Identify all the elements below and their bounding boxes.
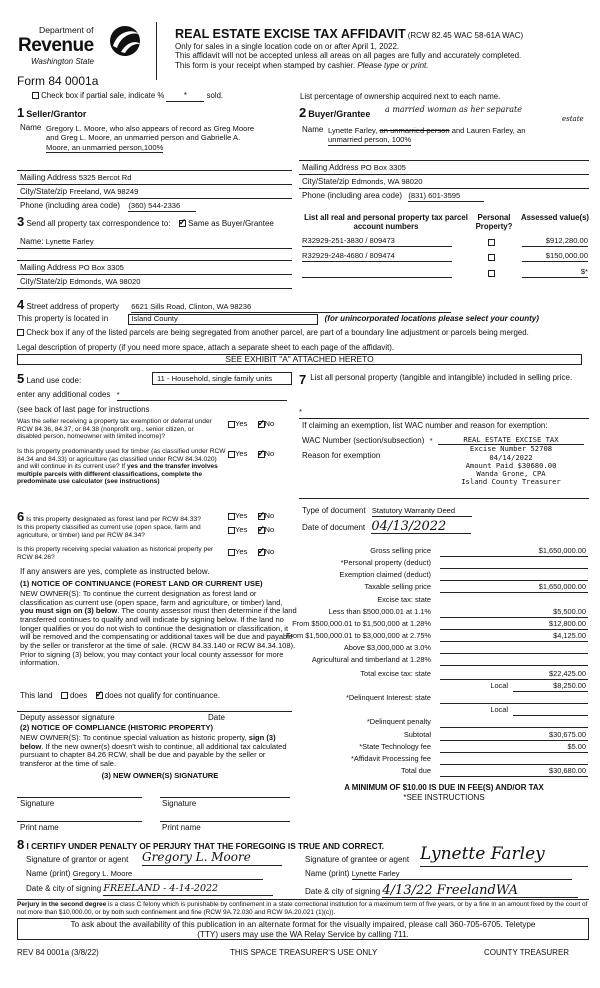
- forest-yes-no: Yes ✓ No: [228, 512, 274, 521]
- grantor-date-city-row: Date & city of signing FREELAND - 4-14-2022: [26, 884, 273, 896]
- buyer-phone-row: Phone (including area code) (831) 601-3595: [302, 192, 484, 202]
- personal-property-checkbox-1[interactable]: [488, 239, 495, 246]
- continuance-row: This land does ✓ does not qualify for continuance.: [20, 692, 220, 701]
- parcel-number-1[interactable]: R32929-251-3830 / 809473: [302, 237, 452, 247]
- treasurer-stamp: REAL ESTATE EXCISE TAX Excise Number 52708 04/14/2022 Amount Paid $30680.00 Wanda Grone, CPA Island County Treasurer: [438, 436, 584, 487]
- form-title-ref: (RCW 82.45 WAC 58-61A WAC): [407, 31, 524, 40]
- assessed-value-header: Assessed value(s): [520, 213, 590, 222]
- segregate-checkbox[interactable]: [17, 329, 24, 336]
- local-interest-field[interactable]: [513, 706, 588, 716]
- header-line-2: This affidavit will not be accepted unless all areas on all pages are fully and accurately completed.: [175, 51, 522, 61]
- county-row: This property is located in Island County (for unincorporated locations please select your county): [17, 314, 539, 323]
- personal-deduct-row: *Personal property (deduct): [293, 559, 593, 570]
- tier2-row: From $500,000.01 to $1,500,000 at 1.28% $12,800.00: [292, 619, 586, 628]
- seller-heading: 1 Seller/Grantor: [17, 105, 87, 120]
- tech-fee-field[interactable]: $5.00: [440, 743, 588, 753]
- seller-phone-row: Phone (including area code) (360) 544-2336: [20, 202, 196, 212]
- seller-city-field[interactable]: Freeland, WA 98249: [69, 187, 139, 196]
- exemption-deduct-row: Exemption claimed (deduct): [293, 571, 593, 582]
- tier4-field[interactable]: [440, 644, 588, 654]
- buyer-name-label: Name: [302, 125, 324, 134]
- personal-deduct-field[interactable]: [440, 559, 588, 569]
- buyer-mailing-row: Mailing Address PO Box 3305: [302, 163, 406, 172]
- ag-row: Agricultural and timberland at 1.28%: [293, 656, 593, 667]
- buyer-heading: 2 Buyer/Grantee: [299, 105, 371, 120]
- exemption-question: Was the seller receiving a property tax exemption or deferral under RCW 84.36, 84.37, or 84.38 (nonprofit org., senior citizen, or disabled person, homeowner with limited income)?: [17, 418, 212, 441]
- current-use-yes-no: Yes ✓ No: [228, 526, 274, 535]
- street-address-field[interactable]: 6621 Sills Road, Clinton, WA 98236: [131, 303, 451, 313]
- street-row: 4 Street address of property 6621 Sills Road, Clinton, WA 98236: [17, 298, 451, 313]
- seller-mailing-field[interactable]: 5325 Bercot Rd: [78, 173, 132, 182]
- delinquent-penalty-row: *Delinquent penalty: [293, 718, 593, 729]
- doc-date-field[interactable]: 04/13/2022: [371, 520, 471, 534]
- forest-yes-checkbox[interactable]: [228, 513, 235, 520]
- grantee-signature-row: Signature of grantee or agent: [305, 855, 410, 864]
- doc-date-row: Date of document 04/13/2022: [302, 520, 471, 534]
- local-excise-field[interactable]: $8,250.00: [513, 682, 588, 692]
- owner-signature-label-1: Signature: [20, 799, 55, 808]
- availability-notice: To ask about the availability of this publication in an alternate format for the visually impaired, please call 360-705-6705. Teletype (TTY) users may use the WA Relay Service by calling 711.: [17, 918, 589, 940]
- correspondence-name-row: Name: Lynette Farley: [20, 237, 94, 246]
- historic-yes-no: Yes ✓ No: [228, 548, 274, 557]
- seller-name-field[interactable]: Gregory L. Moore, who also appears of record as Greg Moore and Greg L. Moore, an unmarried person and Gabrielle A. Moore, an unmarried person,100%: [46, 124, 255, 152]
- timber-yes-checkbox[interactable]: [228, 451, 235, 458]
- additional-codes-row: enter any additional codes *: [17, 391, 287, 401]
- personal-property-list-field[interactable]: *: [299, 407, 302, 416]
- tier3-row: From $1,500,000.01 to $3,000,000 at 2.75% $4,125.00: [285, 631, 586, 640]
- personal-property-checkbox-3[interactable]: [488, 270, 495, 277]
- dor-logo: [17, 24, 157, 74]
- total-due-row: Total due $30,680.00: [401, 766, 586, 775]
- total-excise-row: Total excise tax: state $22,425.00: [360, 669, 586, 678]
- personal-property-checkbox-2[interactable]: [488, 254, 495, 261]
- affidavit-fee-row: *Affidavit Processing fee: [293, 755, 593, 766]
- taxable-selling-field[interactable]: $1,650,000.00: [440, 583, 588, 593]
- forest-question: 6 Is this property designated as forest land per RCW 84.33?: [17, 509, 202, 524]
- delinquent-penalty-field[interactable]: [440, 718, 588, 728]
- gross-selling-field[interactable]: $1,650,000.00: [440, 547, 588, 557]
- owner-print-label-1: Print name: [20, 823, 59, 832]
- correspondence-mailing-field[interactable]: PO Box 3305: [78, 263, 124, 272]
- buyer-handwritten-insert-2: estate: [562, 115, 584, 123]
- partial-sale-percent[interactable]: *: [166, 92, 204, 102]
- tier2-field[interactable]: $12,800.00: [440, 620, 588, 630]
- total-due-field[interactable]: $30,680.00: [440, 767, 588, 777]
- if-yes-note: If any answers are yes, complete as instructed below.: [20, 567, 210, 576]
- tier3-field[interactable]: $4,125.00: [440, 632, 588, 642]
- dor-swoosh-icon: [103, 24, 149, 58]
- current-use-yes-checkbox[interactable]: [228, 527, 235, 534]
- seller-mailing-row: Mailing Address 5325 Bercot Rd: [20, 173, 132, 182]
- new-owner-signature-title: (3) NEW OWNER(S) SIGNATURE: [101, 771, 219, 780]
- notice-continuance-title: (1) NOTICE OF CONTINUANCE (FOREST LAND OR CURRENT USE): [20, 579, 263, 588]
- form-revision: REV 84 0001a (3/8/22): [17, 948, 99, 957]
- see-back-note: (see back of last page for instructions: [17, 405, 150, 414]
- seller-name-label: Name: [20, 123, 42, 132]
- buyer-handwritten-insert: a married woman as her separate: [385, 105, 522, 114]
- parcel-number-2[interactable]: R32929-248-4680 / 809474: [302, 252, 452, 262]
- deputy-signature-label: Deputy assessor signature: [20, 713, 115, 722]
- owner-signature-label-2: Signature: [162, 799, 197, 808]
- delinquent-interest-field[interactable]: [440, 694, 588, 704]
- exemption-yes-no: Yes ✓ No: [228, 420, 274, 429]
- header-line-3: This form is your receipt when stamped by cashier. Please type or print.: [175, 60, 429, 70]
- personal-property-header: Personal Property?: [475, 213, 513, 231]
- delinquent-interest-row: *Delinquent Interest: state: [293, 694, 593, 705]
- assessed-value-3[interactable]: $*: [522, 268, 588, 278]
- header-instructions: [175, 42, 521, 70]
- seller-phone-field[interactable]: (360) 544-2336: [128, 202, 196, 212]
- struck-text: an unmarried person: [379, 126, 450, 135]
- parcel-number-3[interactable]: [302, 268, 452, 278]
- assessed-value-1[interactable]: $912,280.00: [522, 237, 588, 247]
- buyer-city-field[interactable]: Edmonds, WA 98020: [351, 177, 423, 186]
- header-divider: [156, 22, 157, 80]
- timber-no-checkbox[interactable]: [258, 451, 265, 458]
- header-line-1: Only for sales in a single location code on or after April 1, 2022.: [175, 42, 400, 51]
- logo-main-text: Revenue: [18, 35, 94, 56]
- legal-description-label: Legal description of property (if you need more space, attach a separate sheet to each page of the affidavit).: [17, 343, 395, 352]
- legal-description-field[interactable]: SEE EXHIBIT "A" ATTACHED HERETO: [17, 354, 582, 365]
- current-use-no-checkbox[interactable]: [258, 527, 265, 534]
- tier4-row: Above $3,000,000 at 3.0%: [293, 644, 593, 655]
- buyer-name-field[interactable]: Lynette Farley, an unmarried person and Lauren Farley, an unmarried person, 100%: [328, 126, 526, 145]
- forest-no-checkbox[interactable]: [258, 513, 265, 520]
- notice-continuance-text: NEW OWNER(S): To continue the current designation as forest land or classification as current use (open space, farm and agriculture, or timber) land, you must sign on (3) below. The county assessor must then determine if the land transferred continues to qualify and will indicate by signing below. If the land no longer qualifies or you do not wish to continue the designation or classification, it will be removed and the compensating or additional taxes will be due and payable by the seller or transferor at the time of sale. (RCW 84.33.140 or RCW 84.34.108). Prior to signing (3) below, you may contact your local county assessor for more information.: [20, 589, 297, 668]
- does-not-qualify-checkbox[interactable]: [96, 692, 103, 699]
- notice-compliance-title: (2) NOTICE OF COMPLIANCE (HISTORIC PROPERTY): [20, 723, 214, 732]
- correspondence-heading: 3 Send all property tax correspondence to: ✓ Same as Buyer/Grantee: [17, 215, 274, 230]
- logo-sub-text: Washington State: [31, 57, 95, 66]
- deputy-date-label: Date: [208, 713, 225, 722]
- grantee-date-city-row: Date & city of signing 4/13/22 FreelandWA: [305, 884, 578, 898]
- grantee-name-row: Name (print) Lynette Farley: [305, 870, 572, 880]
- ownership-note: List percentage of ownership acquired next to each name.: [300, 92, 501, 101]
- wac-number-field[interactable]: *: [429, 436, 433, 445]
- land-use-row: 5 Land use code:: [17, 371, 82, 386]
- buyer-mailing-field[interactable]: PO Box 3305: [360, 163, 406, 172]
- minimum-note: A MINIMUM OF $10.00 IS DUE IN FEE(S) AND/OR TAX: [344, 783, 544, 792]
- grantee-signature-field[interactable]: Lynette Farley: [420, 845, 588, 867]
- partial-sale-row: Check box if partial sale, indicate % * sold.: [32, 92, 223, 102]
- partial-sale-checkbox[interactable]: [32, 92, 39, 99]
- perjury-notice: Perjury in the second degree is a class C felony which is punishable by confinement in a state correctional institution for a maximum term of five years, or by a fine in an amount fixed by the court of not more than $10,000.00, or by both such confinement and fine (RCW 9A.72.030 and RCW 9A.20.021 (1)(c)).: [17, 901, 588, 916]
- see-instructions-note: *SEE INSTRUCTIONS: [403, 793, 485, 802]
- tier1-row: Less than $500,000.01 at 1.1% $5,500.00: [328, 607, 586, 616]
- buyer-phone-field[interactable]: (831) 601-3595: [408, 192, 484, 202]
- local2-row: Local: [293, 706, 593, 717]
- total-excise-field[interactable]: $22,425.00: [440, 670, 588, 680]
- exemption-claim-label: If claiming an exemption, list WAC number and reason for exemption:: [302, 421, 548, 430]
- exemption-yes-checkbox[interactable]: [228, 421, 235, 428]
- treasurer-use-only: THIS SPACE TREASURER'S USE ONLY: [230, 948, 378, 957]
- wac-number-row: WAC Number (section/subsection) *: [302, 436, 433, 445]
- current-use-question: Is this property classified as current use (open space, farm and agriculture, or timber) land per RCW 84.34?: [17, 524, 201, 539]
- exemption-reason-label: Reason for exemption: [302, 451, 381, 460]
- affidavit-fee-field[interactable]: [440, 755, 588, 765]
- taxable-row: Taxable selling price $1,650,000.00: [364, 582, 586, 591]
- county-select[interactable]: Island County: [128, 314, 318, 325]
- grantor-signature-row: Signature of grantor or agent: [26, 855, 129, 864]
- historic-no-checkbox[interactable]: [258, 549, 265, 556]
- grantee-name-field[interactable]: Lynette Farley: [352, 870, 572, 880]
- local-row: Local $8,250.00: [490, 681, 586, 690]
- segregate-row: Check box if any of the listed parcels are being segregated from another parcel, are part of a boundary line adjustment or parcels being merged.: [17, 329, 529, 338]
- grantor-name-field[interactable]: Gregory L. Moore: [73, 870, 263, 880]
- certify-heading: 8 I CERTIFY UNDER PENALTY OF PERJURY THAT THE FOREGOING IS TRUE AND CORRECT.: [17, 837, 385, 852]
- subtotal-field[interactable]: $30,675.00: [440, 731, 588, 741]
- correspondence-city-field[interactable]: Edmonds, WA 98020: [69, 277, 141, 286]
- does-qualify-checkbox[interactable]: [61, 692, 68, 699]
- ag-field[interactable]: [440, 656, 588, 666]
- personal-property-list-label: 7 List all personal property (tangible and intangible) included in selling price.: [299, 372, 573, 387]
- grantor-signature-field[interactable]: Gregory L. Moore: [142, 851, 282, 866]
- county-treasurer-label: COUNTY TREASURER: [484, 948, 570, 957]
- owner-print-label-2: Print name: [162, 823, 201, 832]
- form-title-block: [175, 27, 523, 41]
- exemption-deduct-field[interactable]: [440, 571, 588, 581]
- tier1-field[interactable]: $5,500.00: [440, 608, 588, 618]
- additional-codes-field[interactable]: *: [117, 391, 287, 401]
- form-title: REAL ESTATE EXCISE TAX AFFIDAVIT: [175, 27, 406, 41]
- historic-question: Is this property receiving special valuation as historical property per RCW 84.26?: [17, 546, 214, 561]
- tech-fee-row: *State Technology fee $5.00: [359, 742, 586, 751]
- correspondence-name-field[interactable]: Lynette Farley: [45, 237, 94, 246]
- correspondence-city-row: City/State/zip Edmonds, WA 98020: [20, 277, 141, 286]
- notice-compliance-text: NEW OWNER(S): To continue special valuation as historic property, sign (3) below. If the new owner(s) doesn't wish to continue, all additional tax calculated pursuant to chapter 84.26 RCW, shall be due and payable by the seller or transferor at the time of sale.: [20, 733, 287, 769]
- parcel-list-header: List all real and personal property tax parcel account numbers: [304, 213, 468, 231]
- grantee-date-city-field[interactable]: 4/13/22 FreelandWA: [382, 884, 578, 898]
- grantor-date-city-field[interactable]: FREELAND - 4-14-2022: [103, 884, 273, 896]
- doc-type-row: Type of document Statutory Warranty Deed: [302, 507, 472, 517]
- timber-question: Is this property predominantly used for timber (as classified under RCW 84.34 and 84.33) or agriculture (as classified under RCW 84.34.020) and will continue in its current use? If yes and the transfer involves multiple parcels with different classifications, complete the predominate use calculator (see instructions): [17, 448, 226, 486]
- subtotal-row: Subtotal $30,675.00: [403, 730, 586, 739]
- correspondence-mailing-row: Mailing Address PO Box 3305: [20, 263, 124, 272]
- doc-type-field[interactable]: Statutory Warranty Deed: [372, 507, 472, 517]
- land-use-select[interactable]: 11 - Household, single family units: [152, 372, 292, 385]
- buyer-city-row: City/State/zip Edmonds, WA 98020: [302, 177, 423, 186]
- seller-city-row: City/State/zip Freeland, WA 98249: [20, 187, 139, 196]
- logo-top-text: Department of: [39, 25, 94, 35]
- same-as-buyer-checkbox[interactable]: [179, 220, 186, 227]
- gross-row: Gross selling price $1,650,000.00: [370, 546, 586, 555]
- grantor-name-row: Name (print) Gregory L. Moore: [26, 870, 263, 880]
- historic-yes-checkbox[interactable]: [228, 549, 235, 556]
- form-number: Form 84 0001a: [17, 74, 99, 88]
- timber-yes-no: Yes ✓ No: [228, 450, 274, 459]
- assessed-value-2[interactable]: $150,000.00: [522, 252, 588, 262]
- excise-state-row: Excise tax: state: [377, 595, 431, 604]
- exemption-no-checkbox[interactable]: [258, 421, 265, 428]
